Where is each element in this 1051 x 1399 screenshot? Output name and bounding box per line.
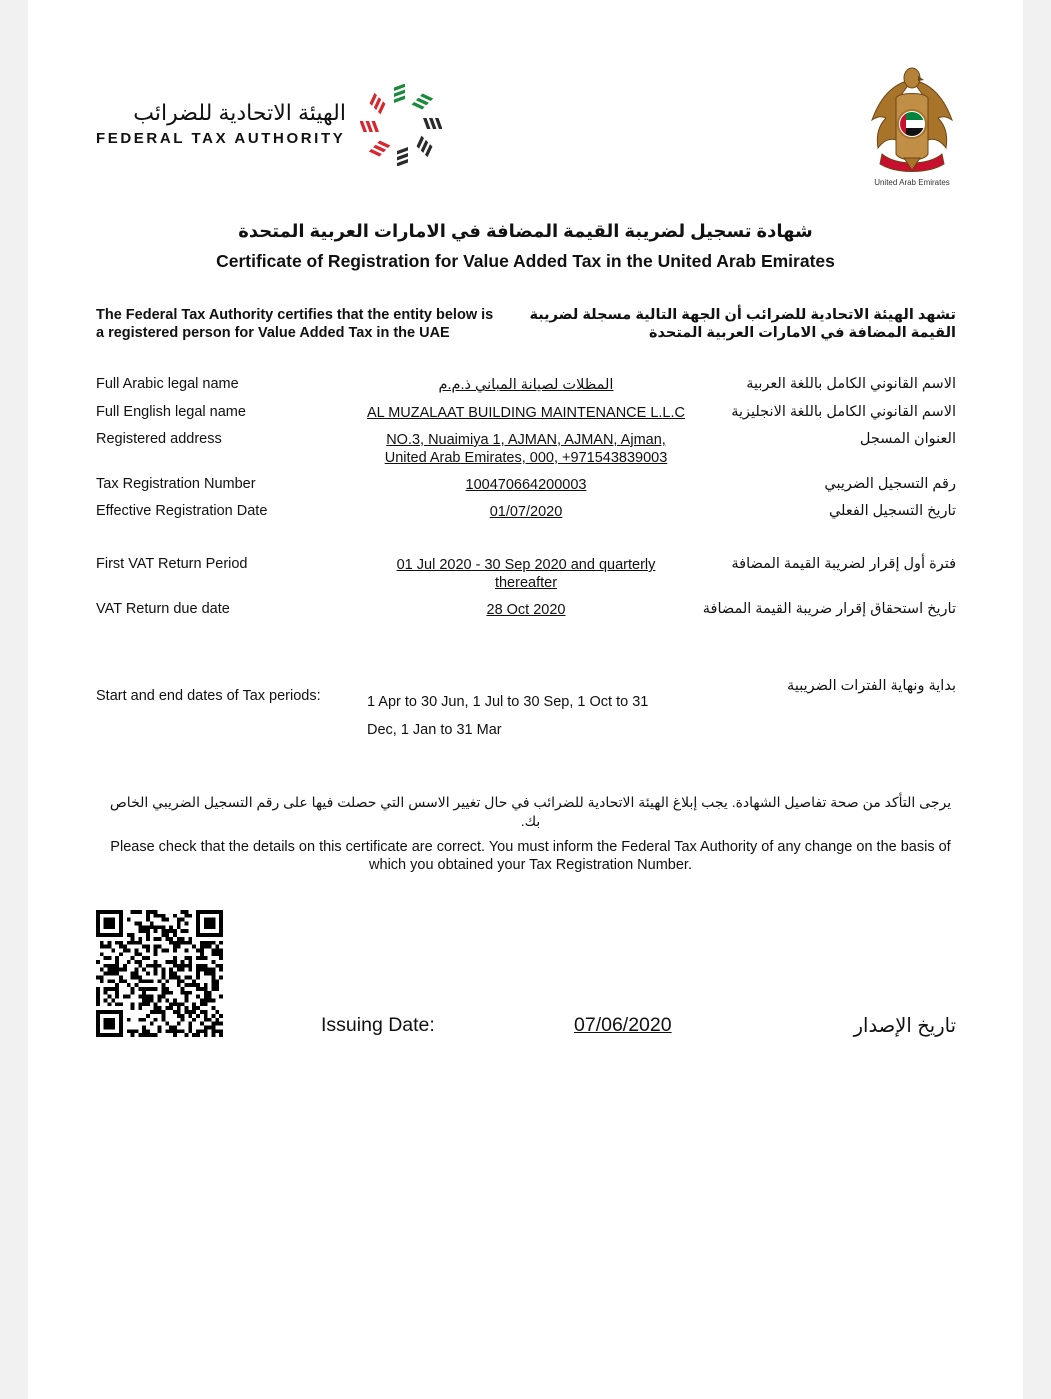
label-tax-periods: Start and end dates of Tax periods: [96,688,321,704]
value-trn: 100470664200003 [465,477,587,493]
value-registered-address: NO.3, Nuaimiya 1, AJMAN, AJMAN, Ajman, United Arab Emirates, 000, +971543839003 [384,432,668,466]
label-ar-vat-due-date: تاريخ استحقاق إقرار ضريبة القيمة المضافة [702,601,956,617]
value-tax-periods: 1 Apr to 30 Jun, 1 Jul to 30 Sep, 1 Oct to 31 Dec, 1 Jan to 31 Mar [367,694,649,738]
label-issuing-date: Issuing Date: [321,1014,435,1036]
intro-arabic: تشهد الهيئة الاتحادية للضرائب أن الجهة التالية مسجلة لضريبة القيمة المضافة في الامارات العربية المتحدة [529,307,956,341]
label-vat-due-date: VAT Return due date [96,601,230,617]
value-full-arabic-name: المظلات لصيانة المباني ذ.م.م [438,377,614,393]
label-ar-first-vat-period: فترة أول إقرار لضريبة القيمة المضافة [731,556,956,572]
emblem-caption: United Arab Emirates [874,178,950,187]
value-full-english-name: AL MUZALAAT BUILDING MAINTENANCE L.L.C [367,405,685,421]
intro-english: The Federal Tax Authority certifies that the entity below is a registered person for Value Added Tax in the UAE [96,307,494,341]
note-arabic: يرجى التأكد من صحة تفاصيل الشهادة. يجب إبلاغ الهيئة الاتحادية للضرائب في حال تغيير الاسس التي حصلت فيها على رقم التسجيل الضريبي الخاص بك. [109,794,952,829]
label-ar-trn: رقم التسجيل الضريبي [824,476,956,492]
value-effective-date: 01/07/2020 [489,504,563,520]
qr-code-icon [96,910,223,1037]
certificate-page [28,0,1023,1399]
fta-name-english: FEDERAL TAX AUTHORITY [96,130,346,147]
title-arabic: شهادة تسجيل لضريبة القيمة المضافة في الامارات العربية المتحدة [238,221,813,241]
label-effective-date: Effective Registration Date [96,503,268,519]
label-first-vat-period: First VAT Return Period [96,556,248,572]
note-english: Please check that the details on this certificate are correct. You must inform the Federal Tax Authority of any change on the basis of which you obtained your Tax Registration Number. [110,839,951,873]
label-ar-issuing-date: تاريخ الإصدار [853,1015,956,1037]
label-ar-full-english-name: الاسم القانوني الكامل باللغة الانجليزية [731,404,956,420]
label-ar-effective-date: تاريخ التسجيل الفعلي [828,503,956,519]
title-english: Certificate of Registration for Value Added Tax in the United Arab Emirates [216,251,835,271]
label-trn: Tax Registration Number [96,476,256,492]
value-vat-due-date: 28 Oct 2020 [486,602,566,618]
label-ar-registered-address: العنوان المسجل [859,431,956,447]
value-first-vat-period: 01 Jul 2020 - 30 Sep 2020 and quarterly thereafter [396,557,656,591]
value-issuing-date: 07/06/2020 [574,1014,672,1036]
fta-logo-icon [360,84,442,166]
fta-name-arabic: الهيئة الاتحادية للضرائب [133,100,346,125]
label-full-english-name: Full English legal name [96,404,246,420]
label-full-arabic-name: Full Arabic legal name [96,376,239,392]
label-ar-full-arabic-name: الاسم القانوني الكامل باللغة العربية [746,376,956,392]
label-ar-tax-periods: بداية ونهاية الفترات الضريبية [787,678,956,694]
uae-emblem-icon [868,62,956,182]
label-registered-address: Registered address [96,431,222,447]
